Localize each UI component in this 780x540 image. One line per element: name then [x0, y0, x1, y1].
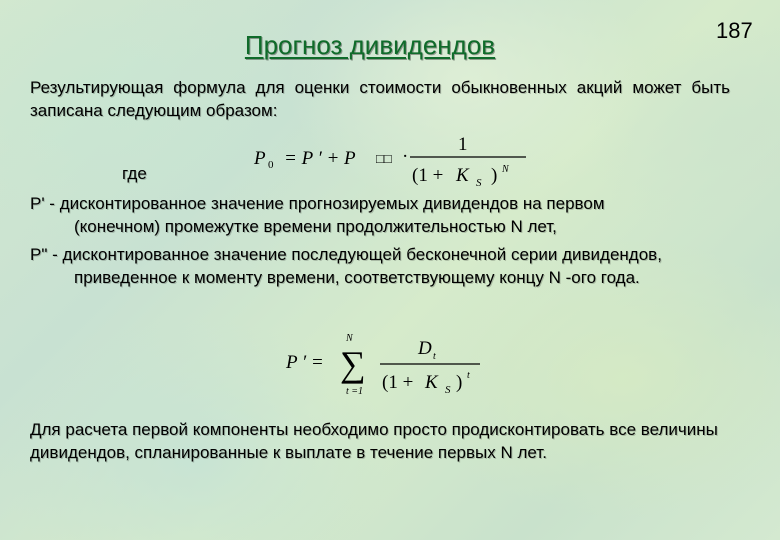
page-number: 187 [716, 18, 753, 43]
formula1-numerator: 1 [458, 134, 468, 155]
formula2-sum-top: N [346, 333, 353, 344]
formula1-equals-plus: = P ′ + P [284, 148, 356, 169]
formula2-denom-k: K [425, 372, 438, 393]
formula1-denom-close: ) [491, 165, 498, 186]
definition-p-prime [30, 192, 730, 238]
formula1-denom-k: K [456, 165, 469, 186]
definition-p-double-prime-line2: приведенное к моменту времени, соответствующему концу N -ого года. [74, 268, 640, 287]
definition-p-prime-line2: (конечном) промежутке времени продолжительностью N лет, [74, 217, 557, 236]
formula1-denom-open: (1 + [412, 165, 444, 186]
where-label: где [122, 164, 147, 183]
formula2-denom-exp: t [467, 370, 470, 381]
definition-p-double-prime-line1: P" - дисконтированное значение последующей бесконечной серии дивидендов, [30, 245, 662, 264]
formula-sum [282, 328, 492, 406]
formula2-denom-close: ) [456, 372, 463, 393]
formula1-dot: · [402, 146, 409, 167]
formula2-numerator-sub: t [433, 351, 436, 362]
formula2-lhs: P ′ = [286, 352, 324, 373]
formula2-denom-k-sub: S [445, 384, 451, 396]
formula1-missing-glyph: □□ [376, 151, 392, 166]
slide-title: Прогноз дивидендов [244, 30, 496, 60]
formula2-denom-open: (1 + [382, 372, 414, 393]
outro-paragraph: Для расчета первой компоненты необходимо просто продисконтировать все величины дивидендов, спланированные к выплате в течение первых N лет. [30, 420, 718, 462]
intro-paragraph: Результирующая формула для оценки стоимости обыкновенных акций может быть записана следующим образом: [30, 78, 730, 120]
formula2-sum-bottom: t =1 [346, 386, 364, 397]
formula1-denom-k-sub: S [476, 177, 482, 189]
definition-p-prime-line1: P' - дисконтированное значение прогнозируемых дивидендов на первом [30, 194, 605, 213]
definition-p-double-prime [30, 243, 730, 289]
formula1-lhs: P [254, 148, 266, 169]
formula-valuation [250, 126, 540, 196]
formula1-lhs-sub: 0 [268, 159, 274, 171]
formula2-sum-sign: ∑ [340, 344, 366, 384]
formula1-denom-exp: N [502, 164, 509, 175]
formula2-numerator-d: D [418, 338, 432, 359]
